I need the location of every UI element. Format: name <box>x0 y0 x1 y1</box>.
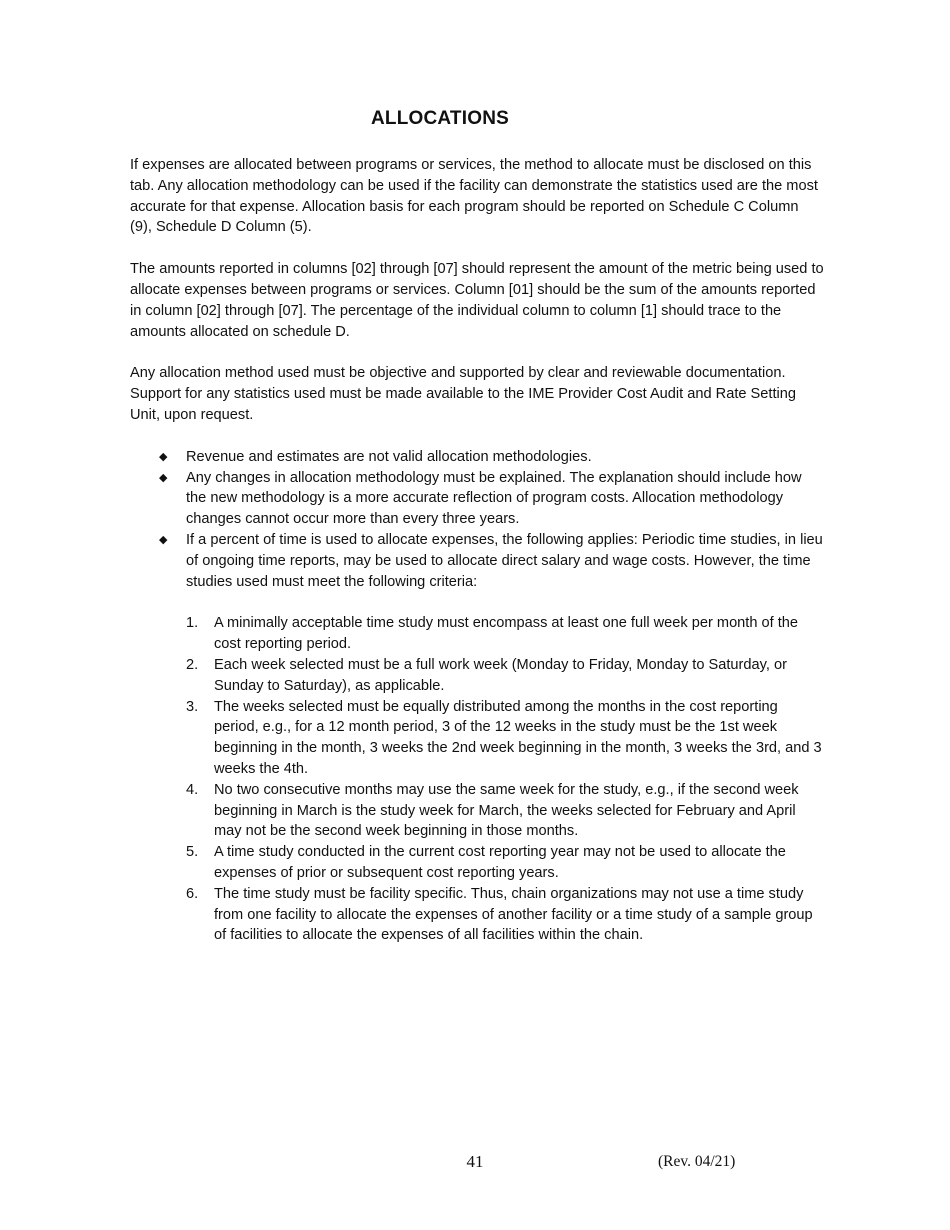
criteria-text: The time study must be facility specific. Thus, chain organizations may not use a time study from one facility to allocate the expenses of another facility or a time study of a sample group of facilities to allocate the expenses of all facilities within the chain. <box>214 885 813 944</box>
criteria-number: 1. <box>186 615 199 632</box>
criteria-list <box>186 613 824 946</box>
bullet-list <box>130 447 824 946</box>
criteria-item <box>186 697 824 780</box>
diamond-bullet-icon: ◆ <box>159 471 168 484</box>
criteria-text: No two consecutive months may use the same week for the study, e.g., if the second week beginning in March is the study week for March, the weeks selected for February and April may not be the second week beginning in those months. <box>214 781 799 840</box>
document-body <box>130 155 824 946</box>
criteria-text: The weeks selected must be equally distributed among the months in the cost reporting period, e.g., for a 12 month period, 3 of the 12 weeks in the study must be the 1st week beginning in the month, 3 weeks the 2nd week beginning in the month, 3 weeks the 3rd, and 3 weeks the 4th. <box>214 698 822 777</box>
criteria-number: 5. <box>186 844 199 861</box>
criteria-text: A minimally acceptable time study must encompass at least one full week per month of the cost reporting period. <box>214 615 799 653</box>
criteria-number: 3. <box>186 698 199 715</box>
paragraph-allocation-disclosure: If expenses are allocated between programs or services, the method to allocate must be disclosed on this tab. Any allocation methodology can be used if the facility can demonstrate the statistics used are the most accurate for that expense. Allocation basis for each program should be reported on Schedule C Column (9), Schedule D Column (5). <box>130 157 818 236</box>
bullet-item <box>130 447 824 468</box>
bullet-text: If a percent of time is used to allocate expenses, the following applies: Periodic time studies, in lieu of ongoing time reports, may be used to allocate direct salary and wage costs. However, the time studies used must meet the following criteria: <box>186 531 823 590</box>
diamond-bullet-icon: ◆ <box>159 450 168 463</box>
bullet-text: Revenue and estimates are not valid allocation methodologies. <box>186 448 592 465</box>
diamond-bullet-icon: ◆ <box>159 533 168 546</box>
criteria-item <box>186 655 824 697</box>
bullet-item <box>130 530 824 946</box>
paragraph-column-amounts: The amounts reported in columns [02] through [07] should represent the amount of the metric being used to allocate expenses between programs or services. Column [01] should be the sum of the amounts reported in column [02] through [07]. The percentage of the individual column to column [1] should trace to the amounts allocated on schedule D. <box>130 261 824 340</box>
criteria-item <box>186 884 824 946</box>
criteria-item <box>186 842 824 884</box>
criteria-number: 4. <box>186 781 199 798</box>
revision-label: (Rev. 04/21) <box>658 1153 736 1170</box>
bullet-text: Any changes in allocation methodology must be explained. The explanation should include how the new methodology is a more accurate reflection of program costs. Allocation methodology changes cannot occur more than every three years. <box>186 469 802 528</box>
criteria-number: 6. <box>186 885 199 902</box>
criteria-text: A time study conducted in the current cost reporting year may not be used to allocate the expenses of prior or subsequent cost reporting years. <box>214 844 786 881</box>
page-number: 41 <box>466 1152 484 1171</box>
paragraph-documentation: Any allocation method used must be objective and supported by clear and reviewable documentation. Support for any statistics used must be made available to the IME Provider Cost Audit and Rate Setting Unit, upon request. <box>130 365 796 423</box>
criteria-item <box>186 780 824 842</box>
bullet-item <box>130 468 824 530</box>
page-title: ALLOCATIONS <box>370 108 509 129</box>
criteria-item <box>186 613 824 655</box>
criteria-number: 2. <box>186 656 199 673</box>
criteria-text: Each week selected must be a full work week (Monday to Friday, Monday to Saturday, or Sunday to Saturday), as applicable. <box>214 656 787 694</box>
